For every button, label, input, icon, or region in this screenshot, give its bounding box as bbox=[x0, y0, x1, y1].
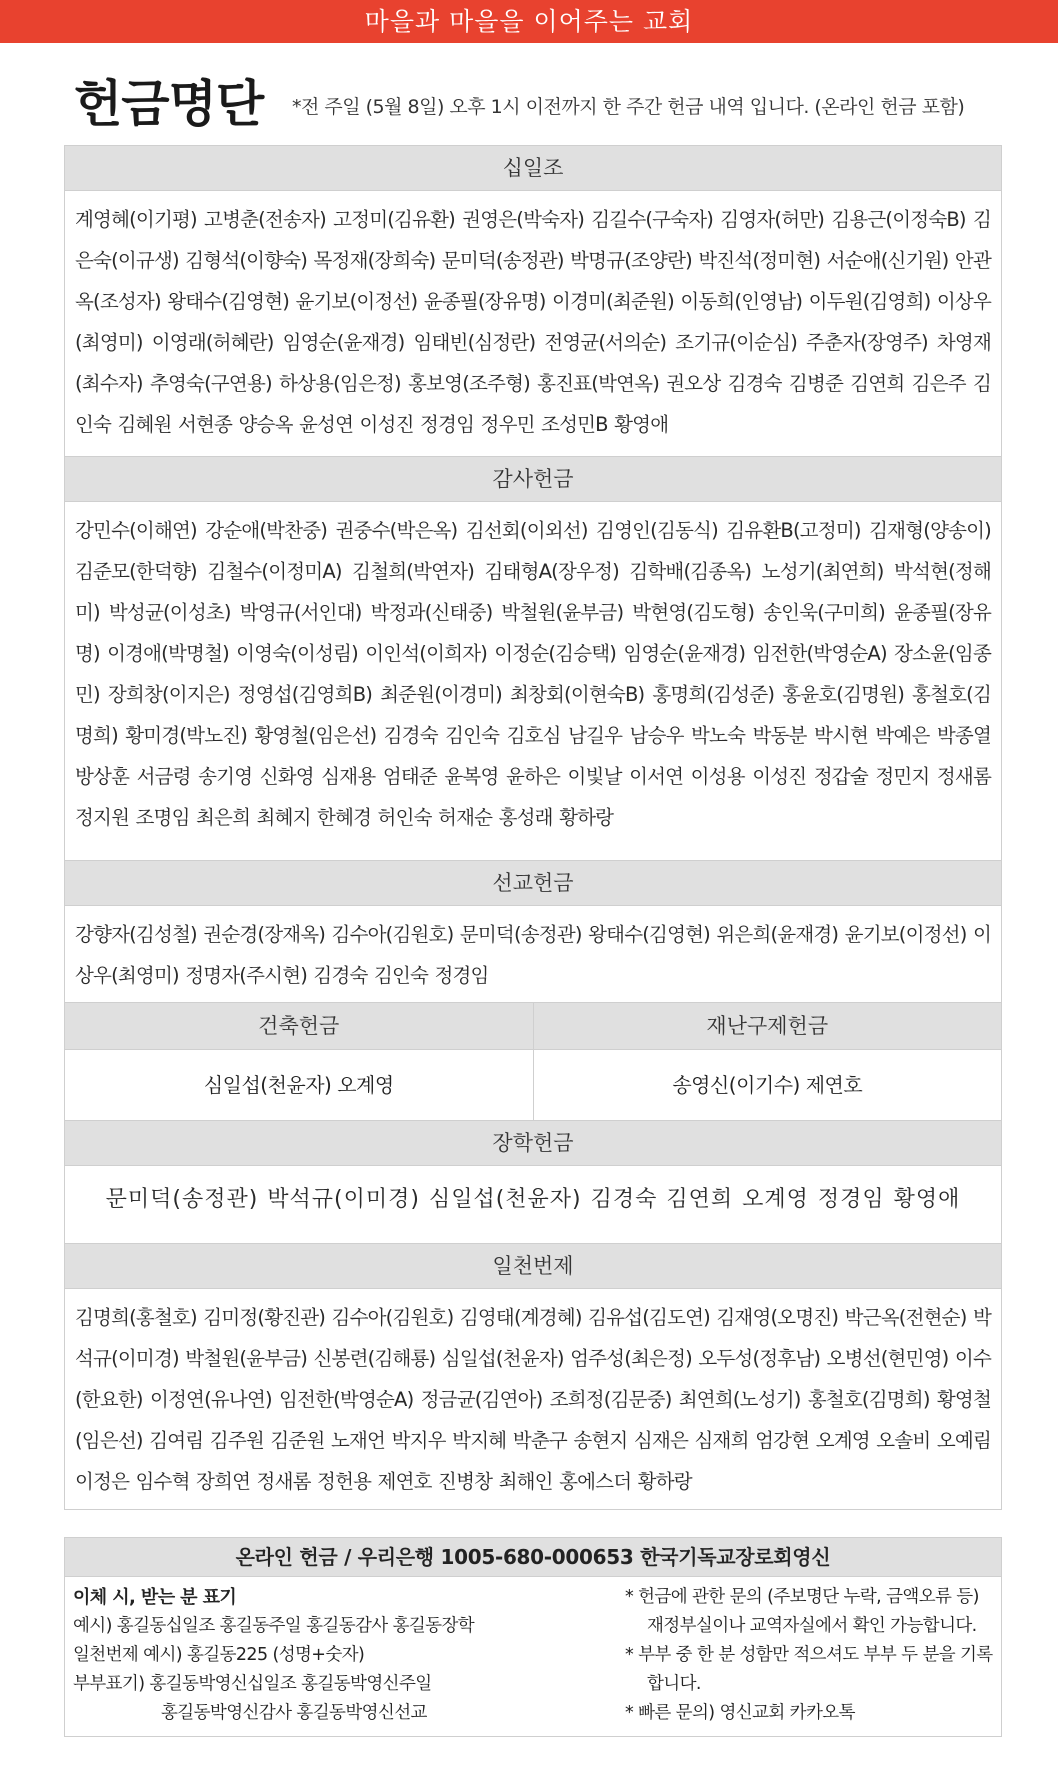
section-heading-mission: 선교헌금 bbox=[65, 861, 1001, 906]
page-title: 헌금명단 bbox=[74, 74, 264, 133]
scholarship-names: 문미덕(송정관) 박석규(이미경) 심일섭(천윤자) 김경숙 김연희 오계영 정경임 황영애 bbox=[105, 1187, 961, 1212]
online-giving-info bbox=[64, 1577, 1002, 1737]
transfer-example-line: 예시) 홍길동십일조 홍길동주일 홍길동감사 홍길동장학 bbox=[73, 1616, 475, 1636]
transfer-instructions bbox=[73, 1583, 593, 1728]
ilcheon-names: 김명희(홍철호) 김미정(황진관) 김수아(김원호) 김영태(계경혜) 김유섭(김도연) 김재영(오명진) 박근옥(전현순) 박석규(이미경) 박철원(윤부금) 신봉련(김해룡) 심일섭(천윤자) 엄주성(최은정) 오두성(정후남) 오병선(현민영) 이수(한요한) 이정연(유나연) 임전한(박영순A) 정금균(김연아) 조희정(김문중) 최연희(노성기) 홍철호(김명희) 황영철(임은선) 김여림 김주원 김준원 노재언 박지우 박지혜 박춘구 송현지 심재은 심재희 엄강현 오계영 오솔비 오예림 이정은 임수혁 장희연 정새롬 정헌용 제연호 진병창 최해인 홍에스더 황하랑 bbox=[75, 1306, 991, 1493]
online-giving-heading: 온라인 헌금 / 우리은행 1005-680-000653 한국기독교장로회영신 bbox=[64, 1537, 1002, 1577]
section-relief bbox=[533, 1003, 1002, 1120]
section-heading-building: 건축헌금 bbox=[65, 1003, 533, 1050]
section-heading-tithe: 십일조 bbox=[65, 146, 1001, 191]
section-ilcheon bbox=[64, 1244, 1002, 1510]
transfer-example-line: 일천번제 예시) 홍길동225 (성명+숫자) bbox=[73, 1645, 365, 1665]
transfer-example-line: 부부표기) 홍길동박영신십일조 홍길동박영신주일 bbox=[73, 1674, 432, 1694]
section-mission bbox=[64, 861, 1002, 1003]
section-heading-thanks: 감사헌금 bbox=[65, 457, 1001, 502]
section-building bbox=[65, 1003, 533, 1120]
section-thanks bbox=[64, 457, 1002, 861]
section-heading-relief: 재난구제헌금 bbox=[534, 1003, 1002, 1050]
inquiry-note: * 빠른 문의) 영신교회 카카오톡 bbox=[625, 1703, 855, 1723]
inquiry-note: * 부부 중 한 분 성함만 적으셔도 부부 두 분을 기록합니다. bbox=[625, 1645, 993, 1694]
relief-names: 송영신(이기수) 제연호 bbox=[672, 1073, 863, 1097]
page-subtitle: *전 주일 (5월 8일) 오후 1시 이전까지 한 주간 헌금 내역 입니다. (온라인 헌금 포함) bbox=[292, 96, 965, 118]
section-heading-scholarship: 장학헌금 bbox=[65, 1121, 1001, 1166]
mission-names: 강향자(김성철) 권순경(장재옥) 김수아(김원호) 문미덕(송정관) 왕태수(김영현) 위은희(윤재경) 윤기보(이정선) 이상우(최영미) 정명자(주시현) 김경숙 김인숙 정경임 bbox=[75, 923, 991, 987]
thanks-names: 강민수(이해연) 강순애(박찬중) 권중수(박은옥) 김선회(이외선) 김영인(김동식) 김유환B(고정미) 김재형(양송이) 김준모(한덕향) 김철수(이정미A) 김철희(박연자) 김태형A(장우정) 김학배(김종옥) 노성기(최연희) 박석현(정해미) 박성균(이성초) 박영규(서인대) 박정과(신태중) 박철원(윤부금) 박현영(김도형) 송인욱(구미희) 윤종필(장유명) 이경애(박명철) 이영숙(이성림) 이인석(이희자) 이정순(김승택) 임영순(윤재경) 임전한(박영순A) 장소윤(임종민) 장희창(이지은) 정영섭(김영희B) 최준원(이경미) 최창회(이현숙B) 홍명희(김성준) 홍윤호(김명원) 홍철호(김명희) 황미경(박노진) 황영철(임은선) 김경숙 김인숙 김호심 남길우 남승우 박노숙 박동분 박시현 박예은 박종열 방상훈 서금령 송기영 신화영 심재용 엄태준 윤복영 윤하은 이빛날 이서연 이성용 이성진 정갑술 정민지 정새롬 정지원 조명임 최은희 최혜지 한혜경 허인숙 허재순 홍성래 황하랑 bbox=[75, 519, 991, 829]
transfer-example-line: 홍길동박영신감사 홍길동박영신선교 bbox=[161, 1703, 427, 1723]
building-names: 심일섭(천윤자) 오계영 bbox=[203, 1073, 394, 1097]
inquiry-notes bbox=[625, 1583, 995, 1728]
transfer-instructions-title: 이체 시, 받는 분 표기 bbox=[73, 1587, 237, 1608]
section-heading-ilcheon: 일천번제 bbox=[65, 1244, 1001, 1289]
tithe-names: 계영혜(이기평) 고병춘(전송자) 고정미(김유환) 권영은(박숙자) 김길수(구숙자) 김영자(허만) 김용근(이정숙B) 김은숙(이규생) 김형석(이향숙) 목정재(장희숙) 문미덕(송정관) 박명규(조양란) 박진석(정미현) 서순애(신기원) 안관옥(조성자) 왕태수(김영현) 윤기보(이정선) 윤종필(장유명) 이경미(최준원) 이동희(인영남) 이두원(김영희) 이상우(최영미) 이영래(허혜란) 임영순(윤재경) 임태빈(심정란) 전영균(서의순) 조기규(이순심) 주춘자(장영주) 차영재(최수자) 추영숙(구연용) 하상용(임은정) 홍보영(조주형) 홍진표(박연옥) 권오상 김경숙 김병준 김연희 김은주 김인숙 김혜원 서현종 양승옥 윤성연 이성진 정경임 정우민 조성민B 황영애 bbox=[75, 208, 991, 436]
section-tithe bbox=[64, 145, 1002, 457]
church-banner: 마을과 마을을 이어주는 교회 bbox=[0, 0, 1058, 43]
section-building-relief bbox=[64, 1003, 1002, 1120]
inquiry-note: * 헌금에 관한 문의 (주보명단 누락, 금액오류 등) 재정부실이나 교역자실에서 확인 가능합니다. bbox=[625, 1587, 979, 1636]
section-scholarship bbox=[64, 1120, 1002, 1244]
